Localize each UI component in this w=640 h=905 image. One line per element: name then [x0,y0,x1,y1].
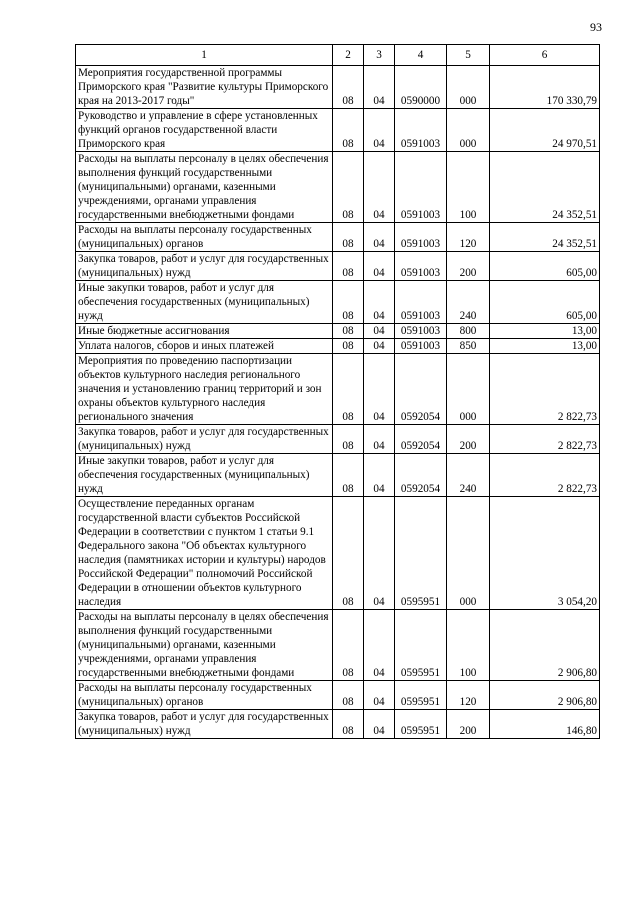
row-description: Закупка товаров, работ и услуг для государственных (муниципальных) нужд [76,252,333,281]
row-amount: 2 906,80 [490,681,600,710]
row-target-code: 0591003 [395,324,447,339]
row-amount: 2 822,73 [490,425,600,454]
row-section: 08 [333,425,364,454]
row-expense-type: 100 [447,152,490,223]
row-section: 08 [333,710,364,739]
table-row [76,324,600,339]
row-expense-type: 200 [447,252,490,281]
row-amount: 13,00 [490,324,600,339]
row-description: Мероприятия по проведению паспортизации объектов культурного наследия регионального значения и установлению границ территорий и зон охраны объектов культурного наследия регионального значения [76,354,333,425]
table-row [76,66,600,109]
col-header: 1 [76,45,333,66]
row-subsection: 04 [364,497,395,610]
row-target-code: 0591003 [395,223,447,252]
row-amount: 24 970,51 [490,109,600,152]
row-target-code: 0591003 [395,109,447,152]
col-header: 4 [395,45,447,66]
row-target-code: 0591003 [395,152,447,223]
row-amount: 13,00 [490,339,600,354]
row-description: Осуществление переданных органам государственной власти субъектов Российской Федерации в соответствии с пунктом 1 статьи 9.1 Федерального закона "Об объектах культурного наследия (памятниках истории и культуры) народов Российской Федерации" полномочий Российской Федерации в отношении объектов культурного наследия [76,497,333,610]
col-header: 5 [447,45,490,66]
table-row [76,281,600,324]
row-amount: 605,00 [490,281,600,324]
row-section: 08 [333,339,364,354]
row-amount: 2 906,80 [490,610,600,681]
budget-table [75,44,600,739]
row-target-code: 0595951 [395,710,447,739]
table-row [76,354,600,425]
row-target-code: 0592054 [395,354,447,425]
table-row [76,109,600,152]
page-number: 93 [590,20,602,34]
row-expense-type: 120 [447,681,490,710]
row-expense-type: 240 [447,281,490,324]
row-expense-type: 800 [447,324,490,339]
row-target-code: 0592054 [395,425,447,454]
row-expense-type: 200 [447,425,490,454]
row-description: Мероприятия государственной программы Приморского края "Развитие культуры Приморского края на 2013-2017 годы" [76,66,333,109]
row-description: Иные бюджетные ассигнования [76,324,333,339]
row-amount: 605,00 [490,252,600,281]
row-subsection: 04 [364,66,395,109]
row-amount: 24 352,51 [490,223,600,252]
row-expense-type: 240 [447,454,490,497]
row-expense-type: 100 [447,610,490,681]
row-description: Иные закупки товаров, работ и услуг для обеспечения государственных (муниципальных) нужд [76,281,333,324]
col-header: 6 [490,45,600,66]
row-target-code: 0595951 [395,681,447,710]
table-row [76,339,600,354]
row-section: 08 [333,354,364,425]
row-subsection: 04 [364,454,395,497]
row-section: 08 [333,223,364,252]
row-amount: 2 822,73 [490,354,600,425]
row-section: 08 [333,497,364,610]
row-expense-type: 000 [447,354,490,425]
col-header: 2 [333,45,364,66]
row-expense-type: 000 [447,497,490,610]
row-target-code: 0595951 [395,497,447,610]
row-subsection: 04 [364,324,395,339]
row-section: 08 [333,610,364,681]
row-expense-type: 000 [447,109,490,152]
table-row [76,454,600,497]
row-section: 08 [333,66,364,109]
row-section: 08 [333,454,364,497]
row-target-code: 0592054 [395,454,447,497]
row-description: Закупка товаров, работ и услуг для государственных (муниципальных) нужд [76,425,333,454]
row-amount: 24 352,51 [490,152,600,223]
row-subsection: 04 [364,681,395,710]
row-description: Расходы на выплаты персоналу государственных (муниципальных) органов [76,681,333,710]
header-row [76,45,600,66]
row-description: Иные закупки товаров, работ и услуг для обеспечения государственных (муниципальных) нужд [76,454,333,497]
table-row [76,223,600,252]
row-description: Уплата налогов, сборов и иных платежей [76,339,333,354]
row-subsection: 04 [364,223,395,252]
table-row [76,681,600,710]
col-header: 3 [364,45,395,66]
row-description: Расходы на выплаты персоналу в целях обеспечения выполнения функций государственными (муниципальными) органами, казенными учреждениями, органами управления государственными внебюджетными фондами [76,152,333,223]
table-row [76,425,600,454]
row-target-code: 0595951 [395,610,447,681]
row-subsection: 04 [364,252,395,281]
row-amount: 146,80 [490,710,600,739]
row-target-code: 0590000 [395,66,447,109]
row-expense-type: 200 [447,710,490,739]
table-row [76,710,600,739]
table-row [76,252,600,281]
row-section: 08 [333,152,364,223]
row-subsection: 04 [364,354,395,425]
table-row [76,497,600,610]
row-description: Руководство и управление в сфере установленных функций органов государственной власти Приморского края [76,109,333,152]
row-expense-type: 000 [447,66,490,109]
table-row [76,152,600,223]
row-expense-type: 850 [447,339,490,354]
table-row [76,610,600,681]
row-subsection: 04 [364,109,395,152]
row-target-code: 0591003 [395,281,447,324]
row-subsection: 04 [364,425,395,454]
row-description: Расходы на выплаты персоналу государственных (муниципальных) органов [76,223,333,252]
row-amount: 3 054,20 [490,497,600,610]
row-target-code: 0591003 [395,339,447,354]
row-subsection: 04 [364,152,395,223]
row-section: 08 [333,324,364,339]
row-section: 08 [333,681,364,710]
row-section: 08 [333,109,364,152]
row-subsection: 04 [364,281,395,324]
row-section: 08 [333,281,364,324]
row-subsection: 04 [364,610,395,681]
row-section: 08 [333,252,364,281]
row-description: Расходы на выплаты персоналу в целях обеспечения выполнения функций государственными (муниципальными) органами, казенными учреждениями, органами управления государственными внебюджетными фондами [76,610,333,681]
row-subsection: 04 [364,710,395,739]
row-expense-type: 120 [447,223,490,252]
row-amount: 2 822,73 [490,454,600,497]
row-amount: 170 330,79 [490,66,600,109]
row-description: Закупка товаров, работ и услуг для государственных (муниципальных) нужд [76,710,333,739]
row-subsection: 04 [364,339,395,354]
row-target-code: 0591003 [395,252,447,281]
